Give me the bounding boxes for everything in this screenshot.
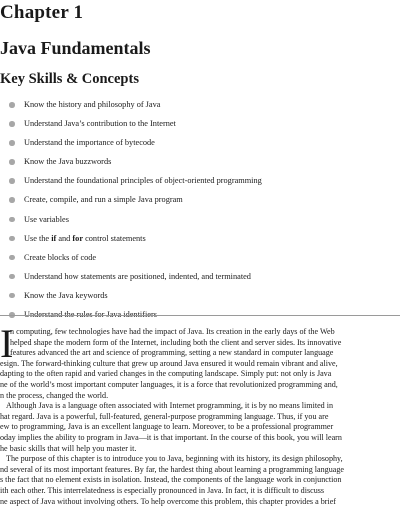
text-line: ne aspect of Java without involving others. To help overcome this problem, this chapter provides a brief [0, 496, 336, 506]
text-line: ew to programming, Java is an excellent language to learn. Moreover, to be a professional programmer [0, 422, 334, 432]
text-line: The purpose of this chapter is to introduce you to Java, beginning with its history, its design philosophy, [6, 454, 343, 464]
text-line: ne of the world’s most important computer languages, it is a force that revolutionized programming and, [0, 379, 338, 389]
list-item: Create, compile, and run a simple Java program [0, 190, 400, 209]
text-line: he basic skills that will help you master it. [0, 443, 137, 453]
bullet-icon [9, 197, 15, 203]
text-line: helped shape the modern form of the Internet, including both the client and server sides. Its innovative [10, 337, 342, 347]
text-line: ith each other. This interrelatedness is especially pronounced in Java. In fact, it is difficult to discuss [0, 485, 325, 495]
key-skills-list [0, 95, 400, 324]
drop-cap: I [0, 321, 14, 366]
list-item: Create blocks of code [0, 248, 400, 267]
text-line: n the process, changed the world. [0, 390, 109, 400]
text-line: oday implies the ability to program in Java—it is that important. In the course of this book, you will learn [0, 432, 342, 442]
bullet-icon [9, 159, 15, 165]
list-item: Understand the importance of bytecode [0, 133, 400, 152]
text-line: Although Java is a language often associated with Internet programming, it is by no means limited in [6, 401, 334, 411]
bullet-icon [9, 274, 15, 280]
list-item: Know the Java keywords [0, 286, 400, 305]
bullet-icon [9, 178, 15, 184]
list-item: Use variables [0, 210, 400, 229]
list-item: Know the history and philosophy of Java [0, 95, 400, 114]
bullet-icon [9, 255, 15, 261]
list-item: Understand Java’s contribution to the Internet [0, 114, 400, 133]
section-divider [0, 315, 400, 316]
text-line: esign. The forward-thinking culture that grew up around Java ensured it would remain vibrant and alive, [0, 358, 338, 368]
chapter-label: Chapter 1 [0, 2, 84, 23]
bullet-icon [9, 102, 15, 108]
bullet-icon [9, 217, 15, 223]
list-item: Understand the foundational principles of object-oriented programming [0, 171, 400, 190]
bullet-icon [9, 236, 15, 242]
body-text [0, 321, 400, 507]
list-item: Use the if and for control statements [0, 229, 400, 248]
text-line: nd several of its most important features. By far, the hardest thing about learning a programming language [0, 464, 345, 474]
chapter-title: Java Fundamentals [0, 38, 151, 58]
text-line: hat regard. Java is a powerful, full-featured, general-purpose programming language. Thus, if you are [0, 411, 329, 421]
text-line: features advanced the art and science of programming, setting a new standard in computer language [10, 348, 334, 358]
bullet-icon [9, 140, 15, 146]
bullet-icon [9, 293, 15, 299]
text-line: n computing, few technologies have had the impact of Java. Its creation in the early days of the Web [10, 327, 335, 336]
section-heading: Key Skills & Concepts [0, 71, 139, 87]
bullet-icon [9, 121, 15, 127]
text-line: dapting to the often rapid and varied changes in the computing landscape. Simply put: not only is Java [0, 369, 332, 379]
list-item: Understand how statements are positioned, indented, and terminated [0, 267, 400, 286]
text-line: s the fact that no element exists in isolation. Instead, the components of the language work in conjunction [0, 475, 342, 485]
list-item: Know the Java buzzwords [0, 152, 400, 171]
